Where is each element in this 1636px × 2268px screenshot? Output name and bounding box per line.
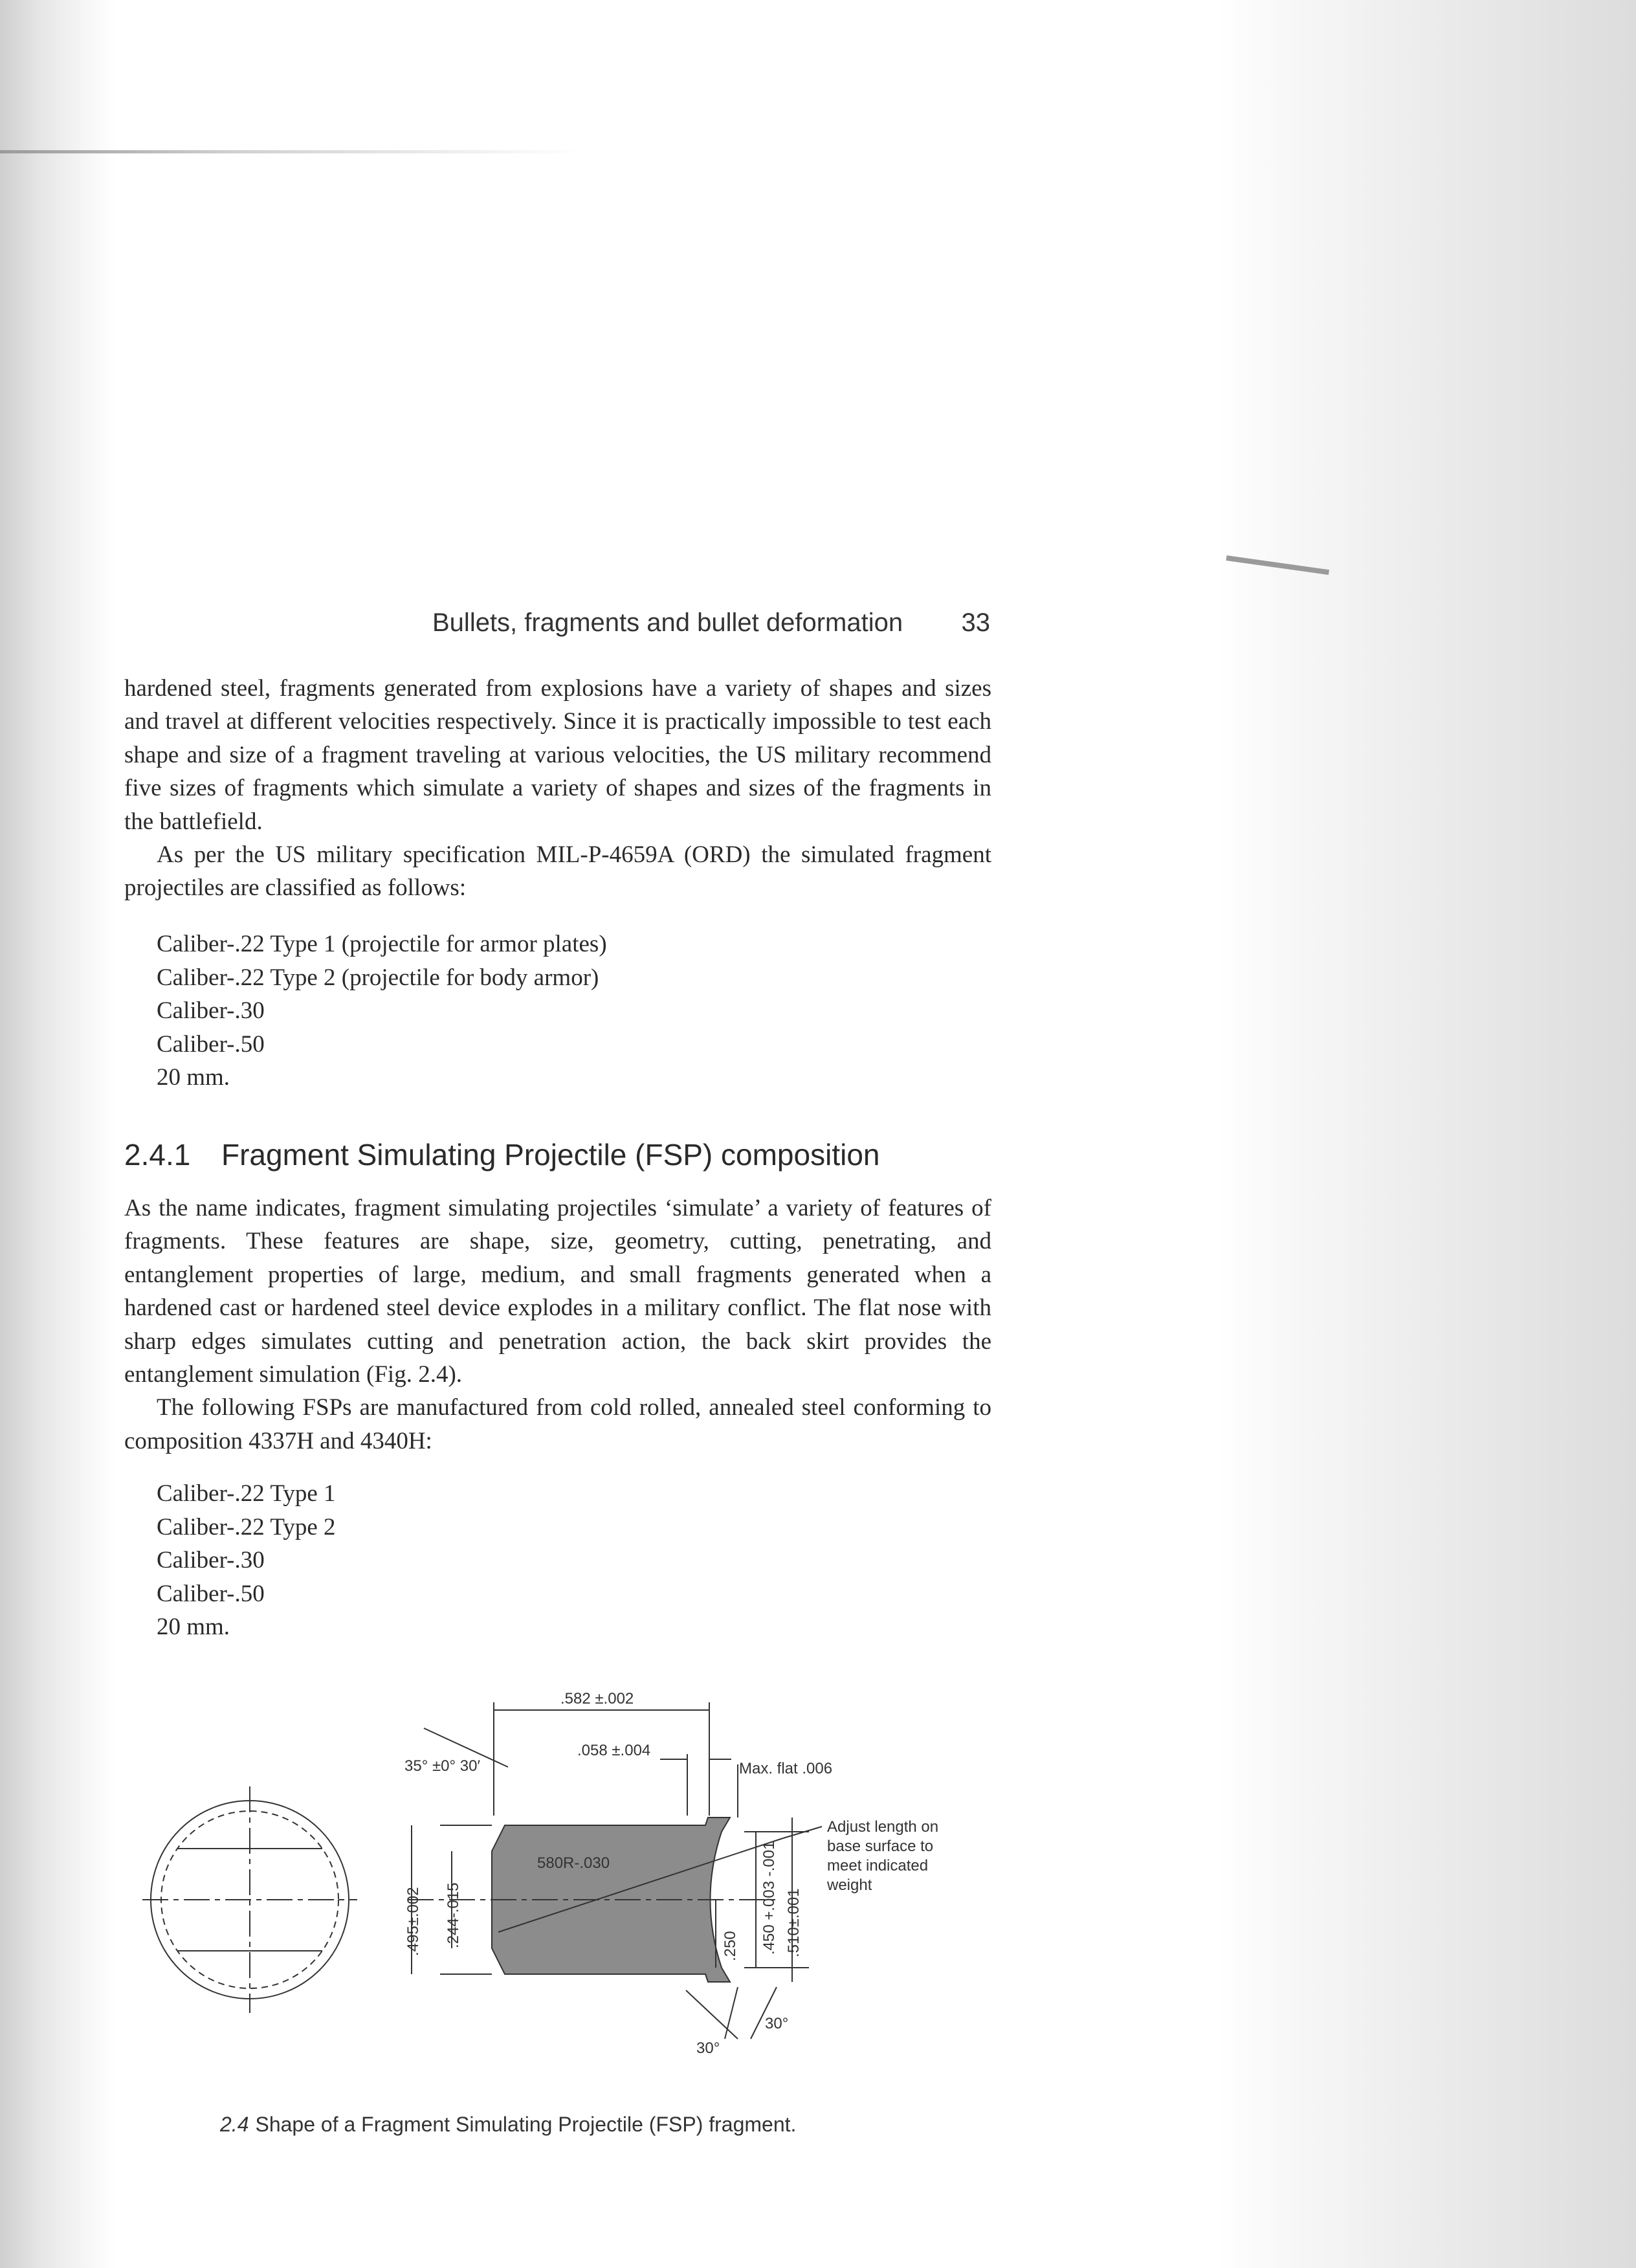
note-line-1: Adjust length on: [827, 1818, 939, 1836]
note-line-3: meet indicated: [827, 1857, 929, 1874]
list-item: Caliber-.22 Type 2: [157, 1513, 336, 1540]
list-item: Caliber-.30: [157, 997, 265, 1025]
shoulder-label: .250: [722, 1931, 739, 1961]
overall-length-label: .582 ±.002: [560, 1690, 634, 1707]
list-item: Caliber-.22 Type 2 (projectile for body armor): [157, 964, 599, 991]
list-item: Caliber-.22 Type 1: [157, 1480, 336, 1507]
list-item: Caliber-.30: [157, 1547, 265, 1574]
diameter-label: .495±.002: [404, 1887, 422, 1956]
caption-text: Shape of a Fragment Simulating Projectile (FSP) fragment.: [255, 2113, 797, 2136]
fsp-classification-list: [157, 928, 607, 1095]
max-flat-label: Max. flat .006: [739, 1760, 833, 1777]
inner-diameter-label: .244-.015: [445, 1882, 462, 1948]
projectile-profile: [492, 1818, 730, 1982]
section-number: 2.4.1: [124, 1138, 191, 1172]
scan-edge: [0, 150, 582, 153]
paragraph: As per the US military specification MIL-P-4659A (ORD) the simulated fragment projectiles are classified as follows:: [124, 841, 991, 902]
note-line-4: weight: [827, 1876, 872, 1894]
end-view: [142, 1786, 357, 2013]
body-text-2: [124, 1192, 991, 1458]
angle-right-label: 30°: [765, 2015, 789, 2032]
list-item: 20 mm.: [157, 1064, 230, 1091]
paragraph: hardened steel, fragments generated from explosions have a variety of shapes and sizes and travel at different velocities respectively. Since it is practically impossible to test each shape and size of a fragment traveling at various velocities, the US military recommend five sizes of fragments which simulate a variety of shapes and sizes of the fragments in the battlefield.: [124, 675, 991, 835]
fsp-technical-drawing: [129, 1676, 984, 2104]
skirt-diameter-label: .450 +.003 -.001: [760, 1841, 778, 1955]
radius-label: 580R-.030: [537, 1854, 610, 1872]
list-item: Caliber-.22 Type 1 (projectile for armor plates): [157, 931, 607, 957]
angle-leader: [725, 1987, 738, 2039]
skirt-length-label: .058 ±.004: [577, 1742, 651, 1759]
body-text-1: [124, 672, 991, 905]
note-line-2: base surface to: [827, 1838, 934, 1855]
fsp-manufactured-list: [157, 1477, 336, 1644]
figure-caption: [220, 2113, 932, 2137]
list-item: Caliber-.50: [157, 1580, 265, 1607]
binding-shadow: [0, 0, 116, 2268]
skirt-outer-label: .510±.001: [785, 1888, 802, 1957]
running-header: [427, 608, 990, 647]
list-item: Caliber-.50: [157, 1030, 265, 1058]
page-number: 33: [961, 608, 990, 637]
list-item: 20 mm.: [157, 1614, 230, 1641]
fsp-drawing: [129, 1676, 984, 2104]
paragraph: The following FSPs are manufactured from cold rolled, annealed steel conforming to composition 4337H and 4340H:: [124, 1394, 991, 1454]
figure-number: 2.4: [220, 2113, 249, 2136]
section-title: Fragment Simulating Projectile (FSP) composition: [221, 1138, 880, 1172]
facing-page-edge: [1217, 0, 1636, 2268]
angle-left-label: 30°: [696, 2040, 720, 2057]
section-heading: [124, 1137, 991, 1172]
paragraph: As the name indicates, fragment simulating projectiles ‘simulate’ a variety of features of fragments. These features are shape, size, geometry, cutting, penetrating, and entanglement properties of large, medium, and small fragments generated when a hardened cast or hardened steel device explodes in a military conflict. The flat nose with sharp edges simulates cutting and penetration action, the back skirt provides the entanglement simulation (Fig. 2.4).: [124, 1195, 991, 1388]
nose-angle-label: 35° ±0° 30′: [404, 1757, 480, 1775]
running-title: Bullets, fragments and bullet deformation: [432, 608, 903, 637]
angle-leader: [686, 1990, 738, 2039]
